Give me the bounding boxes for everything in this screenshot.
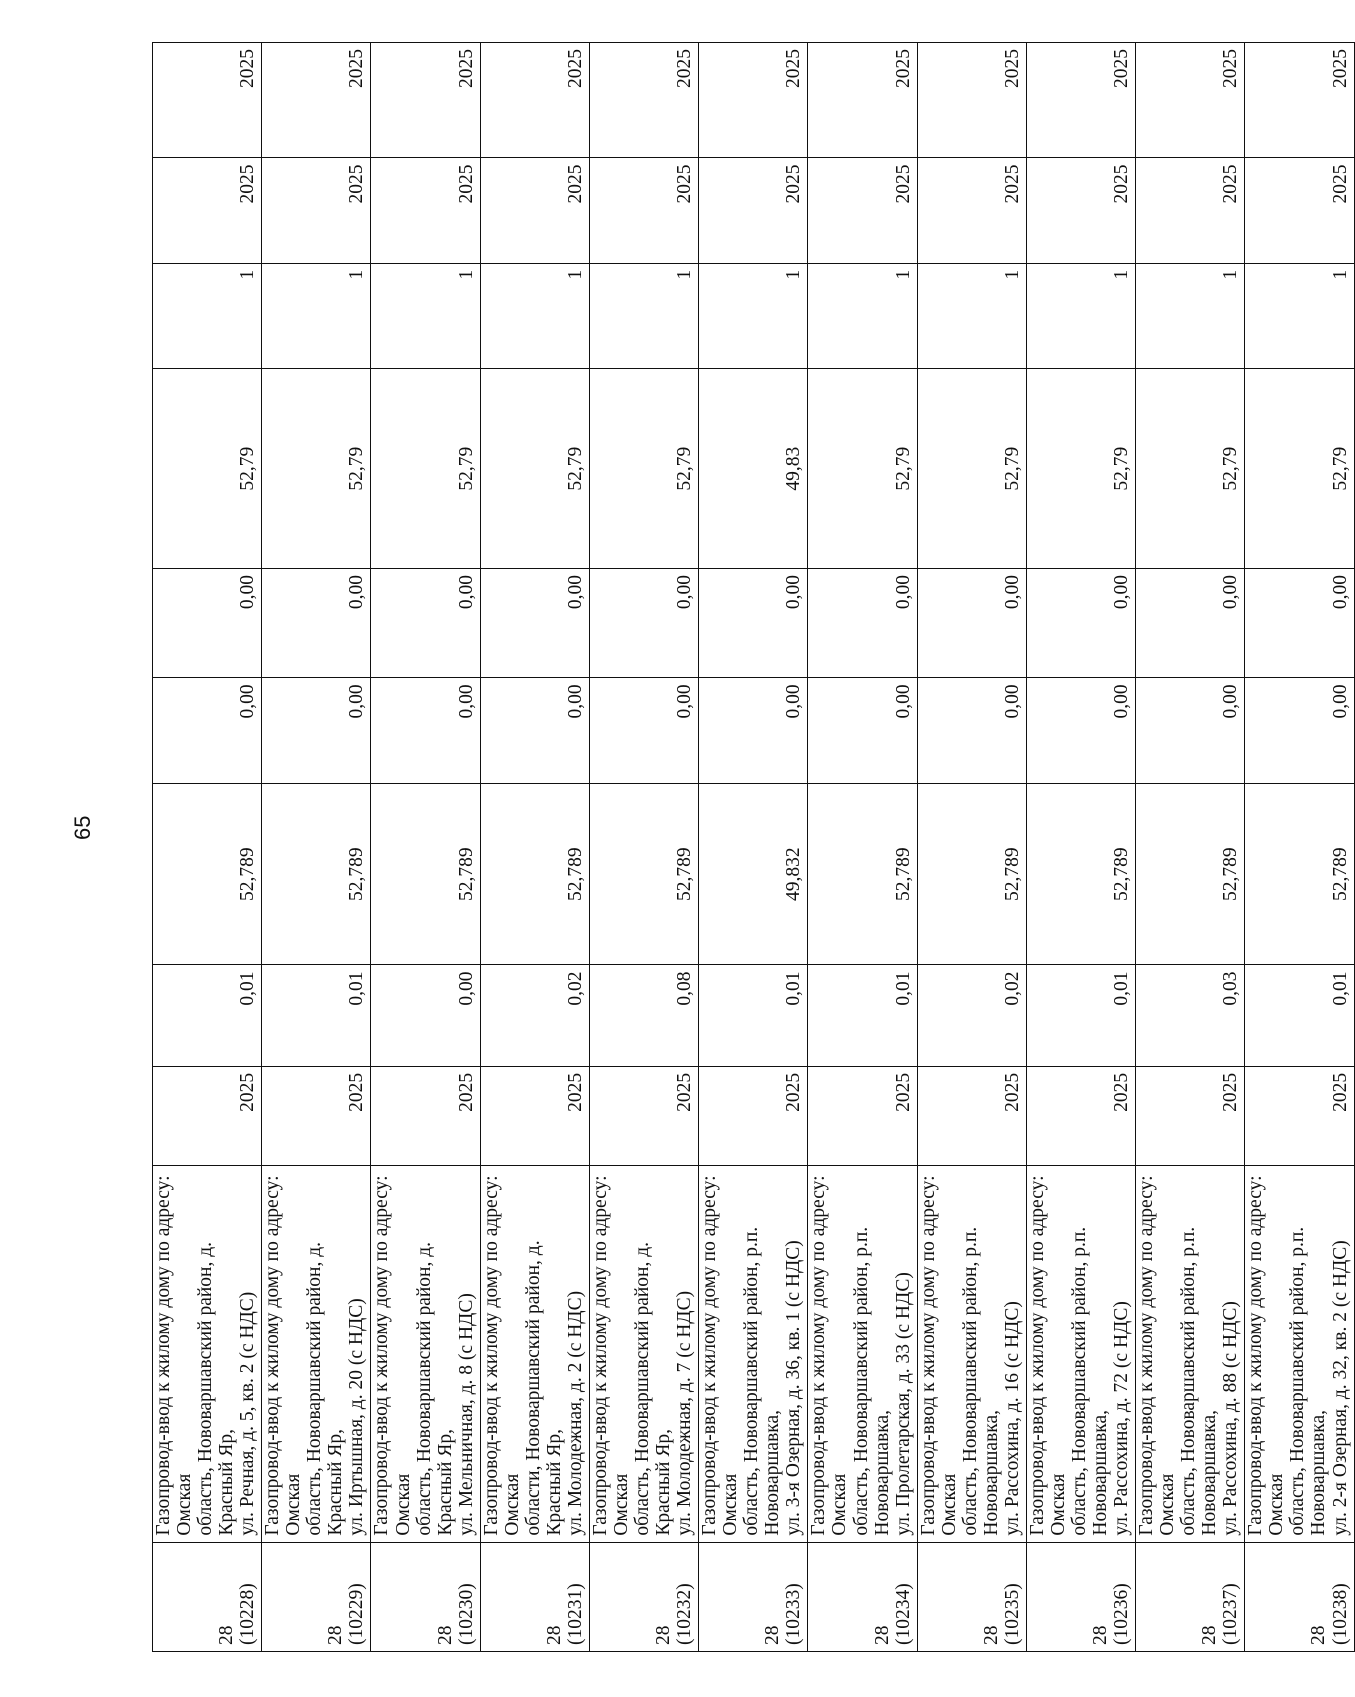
count-cell: 1 xyxy=(262,263,371,368)
object-name-line: области, Нововаршавский район, д. Красный Яр, xyxy=(522,1240,565,1536)
object-name-cell xyxy=(153,1166,262,1542)
rotated-table-wrapper xyxy=(152,42,1351,1652)
length-cell: 0,01 xyxy=(153,965,262,1066)
value-b-cell: 0,00 xyxy=(1026,569,1135,678)
value-a-cell: 0,00 xyxy=(917,678,1026,783)
table-row xyxy=(808,43,917,1652)
capacity-cell: 52,789 xyxy=(1026,783,1135,965)
count-cell: 1 xyxy=(1245,263,1354,368)
row-id-cell xyxy=(371,1542,480,1651)
object-name-cell xyxy=(1026,1166,1135,1542)
value-b-cell: 0,00 xyxy=(808,569,917,678)
object-name-line: Газопровод-ввод к жилому дому по адресу: Омская xyxy=(1026,1175,1069,1536)
cost-cell: 52,79 xyxy=(153,369,262,569)
year-b-cell: 2025 xyxy=(153,43,262,158)
object-name-line: Газопровод-ввод к жилому дому по адресу: Омская xyxy=(480,1175,523,1536)
capacity-cell: 52,789 xyxy=(589,783,698,965)
object-name-line: ул. Мельничная, д. 8 (с НДС) xyxy=(455,1293,477,1536)
year-a-cell: 2025 xyxy=(589,158,698,263)
object-name-line: ул. Рассохина, д. 16 (с НДС) xyxy=(1001,1301,1023,1536)
row-id-cell xyxy=(917,1542,1026,1651)
cost-cell: 52,79 xyxy=(480,369,589,569)
row-number: 28 xyxy=(543,1625,565,1645)
length-cell: 0,01 xyxy=(808,965,917,1066)
value-a-cell: 0,00 xyxy=(1136,678,1245,783)
row-code: (10230) xyxy=(455,1583,477,1645)
year-b-cell: 2025 xyxy=(480,43,589,158)
count-cell: 1 xyxy=(1026,263,1135,368)
capacity-cell: 52,789 xyxy=(1136,783,1245,965)
count-cell: 1 xyxy=(589,263,698,368)
value-b-cell: 0,00 xyxy=(589,569,698,678)
object-name-line: область, Нововаршавский район, р.п. Нововаршавка, xyxy=(850,1226,893,1536)
row-code: (10234) xyxy=(892,1583,914,1645)
cost-cell: 52,79 xyxy=(1136,369,1245,569)
row-code: (10236) xyxy=(1111,1583,1133,1645)
object-name-line: область, Нововаршавский район, р.п. Нововаршавка, xyxy=(1287,1226,1330,1536)
year-b-cell: 2025 xyxy=(262,43,371,158)
investment-program-table xyxy=(152,42,1355,1652)
capacity-cell: 52,789 xyxy=(808,783,917,965)
row-number: 28 xyxy=(434,1625,456,1645)
row-id-cell xyxy=(262,1542,371,1651)
start-year-cell: 2025 xyxy=(589,1066,698,1165)
length-cell: 0,03 xyxy=(1136,965,1245,1066)
object-name-line: область, Нововаршавский район, д. Красный Яр, xyxy=(195,1241,238,1536)
object-name-line: область, Нововаршавский район, д. Красный Яр, xyxy=(413,1241,456,1536)
table-row xyxy=(1245,43,1354,1652)
row-id-cell xyxy=(1245,1542,1354,1651)
capacity-cell: 52,789 xyxy=(917,783,1026,965)
count-cell: 1 xyxy=(917,263,1026,368)
row-code: (10237) xyxy=(1220,1583,1242,1645)
length-cell: 0,01 xyxy=(1245,965,1354,1066)
year-a-cell: 2025 xyxy=(1136,158,1245,263)
cost-cell: 52,79 xyxy=(262,369,371,569)
capacity-cell: 52,789 xyxy=(371,783,480,965)
row-id-cell xyxy=(808,1542,917,1651)
start-year-cell: 2025 xyxy=(1136,1066,1245,1165)
row-code: (10232) xyxy=(674,1583,696,1645)
table-row xyxy=(371,43,480,1652)
start-year-cell: 2025 xyxy=(480,1066,589,1165)
cost-cell: 52,79 xyxy=(589,369,698,569)
object-name-cell xyxy=(371,1166,480,1542)
capacity-cell: 52,789 xyxy=(262,783,371,965)
start-year-cell: 2025 xyxy=(699,1066,808,1165)
table-row xyxy=(917,43,1026,1652)
year-a-cell: 2025 xyxy=(153,158,262,263)
length-cell: 0,01 xyxy=(262,965,371,1066)
capacity-cell: 49,832 xyxy=(699,783,808,965)
object-name-cell xyxy=(262,1166,371,1542)
year-a-cell: 2025 xyxy=(917,158,1026,263)
capacity-cell: 52,789 xyxy=(153,783,262,965)
year-b-cell: 2025 xyxy=(808,43,917,158)
row-code: (10228) xyxy=(237,1583,259,1645)
cost-cell: 52,79 xyxy=(917,369,1026,569)
row-id-cell xyxy=(1136,1542,1245,1651)
object-name-cell xyxy=(917,1166,1026,1542)
table-body xyxy=(153,43,1355,1652)
object-name-cell xyxy=(808,1166,917,1542)
cost-cell: 52,79 xyxy=(1245,369,1354,569)
year-b-cell: 2025 xyxy=(917,43,1026,158)
object-name-cell xyxy=(1245,1166,1354,1542)
row-number: 28 xyxy=(1308,1625,1330,1645)
object-name-line: ул. Пролетарская, д. 33 (с НДС) xyxy=(892,1272,914,1536)
value-b-cell: 0,00 xyxy=(153,569,262,678)
start-year-cell: 2025 xyxy=(917,1066,1026,1165)
length-cell: 0,00 xyxy=(371,965,480,1066)
row-code: (10231) xyxy=(564,1583,586,1645)
object-name-line: ул. Молодежная, д. 7 (с НДС) xyxy=(674,1290,696,1536)
cost-cell: 49,83 xyxy=(699,369,808,569)
table-row xyxy=(589,43,698,1652)
object-name-cell xyxy=(480,1166,589,1542)
value-a-cell: 0,00 xyxy=(1245,678,1354,783)
length-cell: 0,08 xyxy=(589,965,698,1066)
row-id-cell xyxy=(589,1542,698,1651)
start-year-cell: 2025 xyxy=(1245,1066,1354,1165)
value-a-cell: 0,00 xyxy=(371,678,480,783)
row-code: (10238) xyxy=(1329,1583,1351,1645)
object-name-line: область, Нововаршавский район, д. Красный Яр, xyxy=(304,1241,347,1536)
length-cell: 0,01 xyxy=(1026,965,1135,1066)
row-id-cell xyxy=(1026,1542,1135,1651)
object-name-cell xyxy=(1136,1166,1245,1542)
table-row xyxy=(153,43,262,1652)
object-name-line: область, Нововаршавский район, д. Красный Яр, xyxy=(632,1241,675,1536)
value-a-cell: 0,00 xyxy=(808,678,917,783)
object-name-line: ул. Молодежная, д. 2 (с НДС) xyxy=(564,1290,586,1536)
year-b-cell: 2025 xyxy=(1245,43,1354,158)
value-b-cell: 0,00 xyxy=(371,569,480,678)
object-name-line: Газопровод-ввод к жилому дому по адресу: Омская xyxy=(371,1175,414,1536)
value-b-cell: 0,00 xyxy=(699,569,808,678)
length-cell: 0,02 xyxy=(480,965,589,1066)
count-cell: 1 xyxy=(1136,263,1245,368)
object-name-line: ул. Рассохина, д. 72 (с НДС) xyxy=(1111,1301,1133,1536)
start-year-cell: 2025 xyxy=(1026,1066,1135,1165)
value-a-cell: 0,00 xyxy=(480,678,589,783)
row-number: 28 xyxy=(1090,1625,1112,1645)
cost-cell: 52,79 xyxy=(808,369,917,569)
count-cell: 1 xyxy=(699,263,808,368)
year-a-cell: 2025 xyxy=(808,158,917,263)
capacity-cell: 52,789 xyxy=(480,783,589,965)
value-b-cell: 0,00 xyxy=(1136,569,1245,678)
year-a-cell: 2025 xyxy=(699,158,808,263)
row-id-cell xyxy=(153,1542,262,1651)
length-cell: 0,01 xyxy=(699,965,808,1066)
table-row xyxy=(480,43,589,1652)
object-name-line: область, Нововаршавский район, р.п. Нововаршавка, xyxy=(1178,1226,1221,1536)
row-number: 28 xyxy=(980,1625,1002,1645)
year-b-cell: 2025 xyxy=(699,43,808,158)
year-a-cell: 2025 xyxy=(1026,158,1135,263)
value-a-cell: 0,00 xyxy=(699,678,808,783)
row-id-cell xyxy=(699,1542,808,1651)
row-number: 28 xyxy=(762,1625,784,1645)
object-name-cell xyxy=(589,1166,698,1542)
row-id-cell xyxy=(480,1542,589,1651)
year-b-cell: 2025 xyxy=(371,43,480,158)
year-a-cell: 2025 xyxy=(371,158,480,263)
object-name-line: ул. Рассохина, д. 88 (с НДС) xyxy=(1220,1301,1242,1536)
capacity-cell: 52,789 xyxy=(1245,783,1354,965)
object-name-line: ул. Речная, д. 5, кв. 2 (с НДС) xyxy=(237,1291,259,1536)
cost-cell: 52,79 xyxy=(1026,369,1135,569)
start-year-cell: 2025 xyxy=(262,1066,371,1165)
row-code: (10235) xyxy=(1001,1583,1023,1645)
row-number: 28 xyxy=(871,1625,893,1645)
object-name-line: область, Нововаршавский район, р.п. Нововаршавка, xyxy=(741,1226,784,1536)
start-year-cell: 2025 xyxy=(153,1066,262,1165)
table-row xyxy=(1136,43,1245,1652)
object-name-line: область, Нововаршавский район, р.п. Нововаршавка, xyxy=(959,1226,1002,1536)
object-name-line: Газопровод-ввод к жилому дому по адресу: Омская xyxy=(917,1175,960,1536)
value-a-cell: 0,00 xyxy=(153,678,262,783)
value-b-cell: 0,00 xyxy=(917,569,1026,678)
table-row xyxy=(262,43,371,1652)
length-cell: 0,02 xyxy=(917,965,1026,1066)
year-b-cell: 2025 xyxy=(589,43,698,158)
object-name-line: Газопровод-ввод к жилому дому по адресу: Омская xyxy=(262,1175,305,1536)
row-number: 28 xyxy=(653,1625,675,1645)
object-name-line: ул. Иртышная, д. 20 (с НДС) xyxy=(346,1298,368,1536)
row-number: 28 xyxy=(325,1625,347,1645)
year-a-cell: 2025 xyxy=(262,158,371,263)
year-b-cell: 2025 xyxy=(1026,43,1135,158)
row-code: (10233) xyxy=(783,1583,805,1645)
value-a-cell: 0,00 xyxy=(262,678,371,783)
object-name-line: Газопровод-ввод к жилому дому по адресу: Омская xyxy=(699,1175,742,1536)
row-number: 28 xyxy=(1199,1625,1221,1645)
object-name-line: область, Нововаршавский район, р.п. Нововаршавка, xyxy=(1068,1226,1112,1536)
table-row xyxy=(1026,43,1135,1652)
object-name-line: Газопровод-ввод к жилому дому по адресу: Омская xyxy=(1245,1175,1288,1536)
value-b-cell: 0,00 xyxy=(262,569,371,678)
value-a-cell: 0,00 xyxy=(1026,678,1135,783)
table-row xyxy=(699,43,808,1652)
object-name-line: Газопровод-ввод к жилому дому по адресу: Омская xyxy=(1136,1175,1179,1536)
value-a-cell: 0,00 xyxy=(589,678,698,783)
start-year-cell: 2025 xyxy=(808,1066,917,1165)
row-code: (10229) xyxy=(346,1583,368,1645)
start-year-cell: 2025 xyxy=(371,1066,480,1165)
value-b-cell: 0,00 xyxy=(1245,569,1354,678)
year-a-cell: 2025 xyxy=(1245,158,1354,263)
row-number: 28 xyxy=(216,1625,238,1645)
cost-cell: 52,79 xyxy=(371,369,480,569)
year-a-cell: 2025 xyxy=(480,158,589,263)
object-name-line: Газопровод-ввод к жилому дому по адресу: Омская xyxy=(153,1175,196,1536)
year-b-cell: 2025 xyxy=(1136,43,1245,158)
count-cell: 1 xyxy=(153,263,262,368)
page-number: 65 xyxy=(70,815,95,840)
count-cell: 1 xyxy=(371,263,480,368)
object-name-line: Газопровод-ввод к жилому дому по адресу: Омская xyxy=(808,1175,851,1536)
count-cell: 1 xyxy=(480,263,589,368)
object-name-cell xyxy=(699,1166,808,1542)
object-name-line: Газопровод-ввод к жилому дому по адресу: Омская xyxy=(589,1175,632,1536)
object-name-line: ул. 2-я Озерная, д. 32, кв. 2 (с НДС) xyxy=(1329,1240,1351,1536)
count-cell: 1 xyxy=(808,263,917,368)
object-name-line: ул. 3-я Озерная, д. 36, кв. 1 (с НДС) xyxy=(783,1240,805,1536)
value-b-cell: 0,00 xyxy=(480,569,589,678)
